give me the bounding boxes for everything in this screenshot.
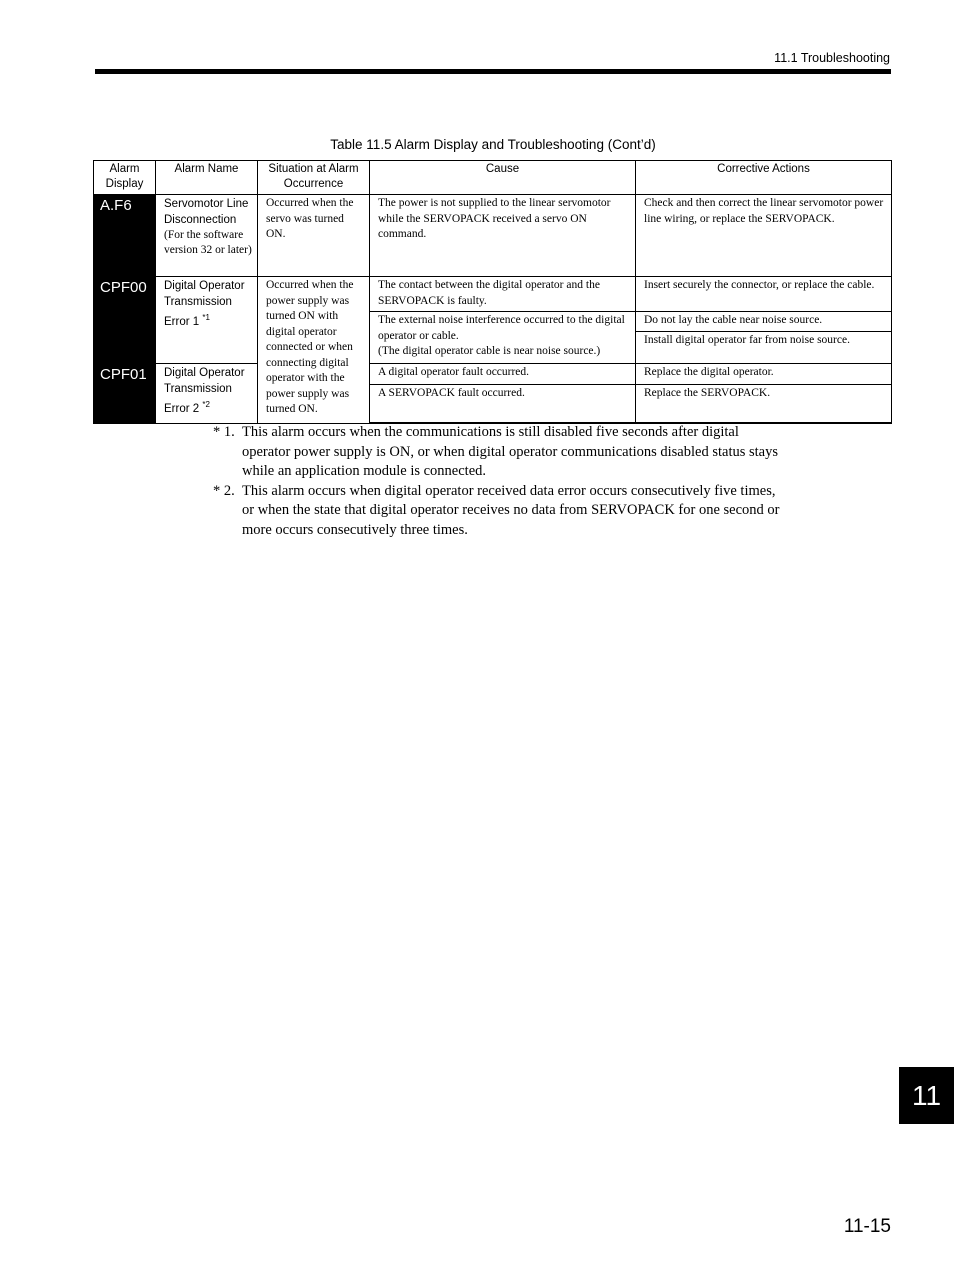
alarm-name — [156, 364, 258, 424]
footnote-mark: * 2. — [213, 482, 235, 499]
alarm-action: Do not lay the cable near noise source. — [636, 312, 892, 332]
alarm-action: Install digital operator far from noise source. — [636, 332, 892, 364]
page-number: 11-15 — [843, 1216, 891, 1237]
footnote-text: This alarm occurs when the communications is still disabled five seconds after digital operator power supply is ON, or when digital operator communications disabled status stays while an application module is connected. — [242, 424, 778, 479]
footnote-text: This alarm occurs when digital operator received data error occurs consecutively five times, or when the state that digital operator receives no data from SERVOPACK for one second or more occurs consecutively three times. — [242, 482, 780, 538]
alarm-action: Replace the SERVOPACK. — [636, 385, 892, 424]
table-row — [94, 195, 892, 277]
footnote-ref: *1 — [202, 313, 210, 322]
alarm-cause: The power is not supplied to the linear servomotor while the SERVOPACK received a servo ON command. — [370, 195, 636, 277]
alarm-cause: The external noise interference occurred to the digital operator or cable. (The digital operator cable is near noise source.) — [370, 312, 636, 364]
footnote — [213, 423, 783, 482]
alarm-code: CPF01 — [94, 364, 156, 424]
column-header: Situation at Alarm Occurrence — [258, 161, 370, 195]
alarm-name-text: Digital Operator Transmission Error 2 — [164, 367, 245, 415]
alarm-action: Replace the digital operator. — [636, 364, 892, 385]
alarm-name-note: (For the software version 32 or later) — [164, 229, 252, 256]
column-header: Alarm Name — [156, 161, 258, 195]
column-header: Cause — [370, 161, 636, 195]
alarm-situation: Occurred when the servo was turned ON. — [258, 195, 370, 277]
header-rule — [95, 69, 891, 74]
footnote — [213, 482, 783, 541]
alarm-name — [156, 195, 258, 277]
chapter-tab: 11 — [899, 1067, 954, 1124]
alarm-code: A.F6 — [94, 195, 156, 277]
column-header: Alarm Display — [94, 161, 156, 195]
table-header-row — [94, 161, 892, 195]
alarm-code: CPF00 — [94, 277, 156, 364]
table-row — [94, 277, 892, 312]
table-caption: Table 11.5 Alarm Display and Troubleshooting (Cont’d) — [330, 137, 656, 152]
alarm-cause: The contact between the digital operator and the SERVOPACK is faulty. — [370, 277, 636, 312]
alarm-table — [93, 160, 892, 424]
footnotes — [213, 423, 783, 540]
alarm-action: Check and then correct the linear servomotor power line wiring, or replace the SERVOPACK. — [636, 195, 892, 277]
running-header: 11.1 Troubleshooting — [774, 51, 890, 65]
alarm-cause: A SERVOPACK fault occurred. — [370, 385, 636, 424]
alarm-action: Insert securely the connector, or replace the cable. — [636, 277, 892, 312]
alarm-name-text: Servomotor Line Disconnection — [164, 198, 249, 226]
column-header: Corrective Actions — [636, 161, 892, 195]
footnote-ref: *2 — [202, 400, 210, 409]
footnote-mark: * 1. — [213, 424, 235, 440]
alarm-cause: A digital operator fault occurred. — [370, 364, 636, 385]
alarm-name-text: Digital Operator Transmission Error 1 — [164, 280, 245, 328]
alarm-name — [156, 277, 258, 364]
table-row — [94, 364, 892, 385]
alarm-situation: Occurred when the power supply was turned ON with digital operator connected or when connecting digital operator with the power supply was turned ON. — [258, 277, 370, 424]
